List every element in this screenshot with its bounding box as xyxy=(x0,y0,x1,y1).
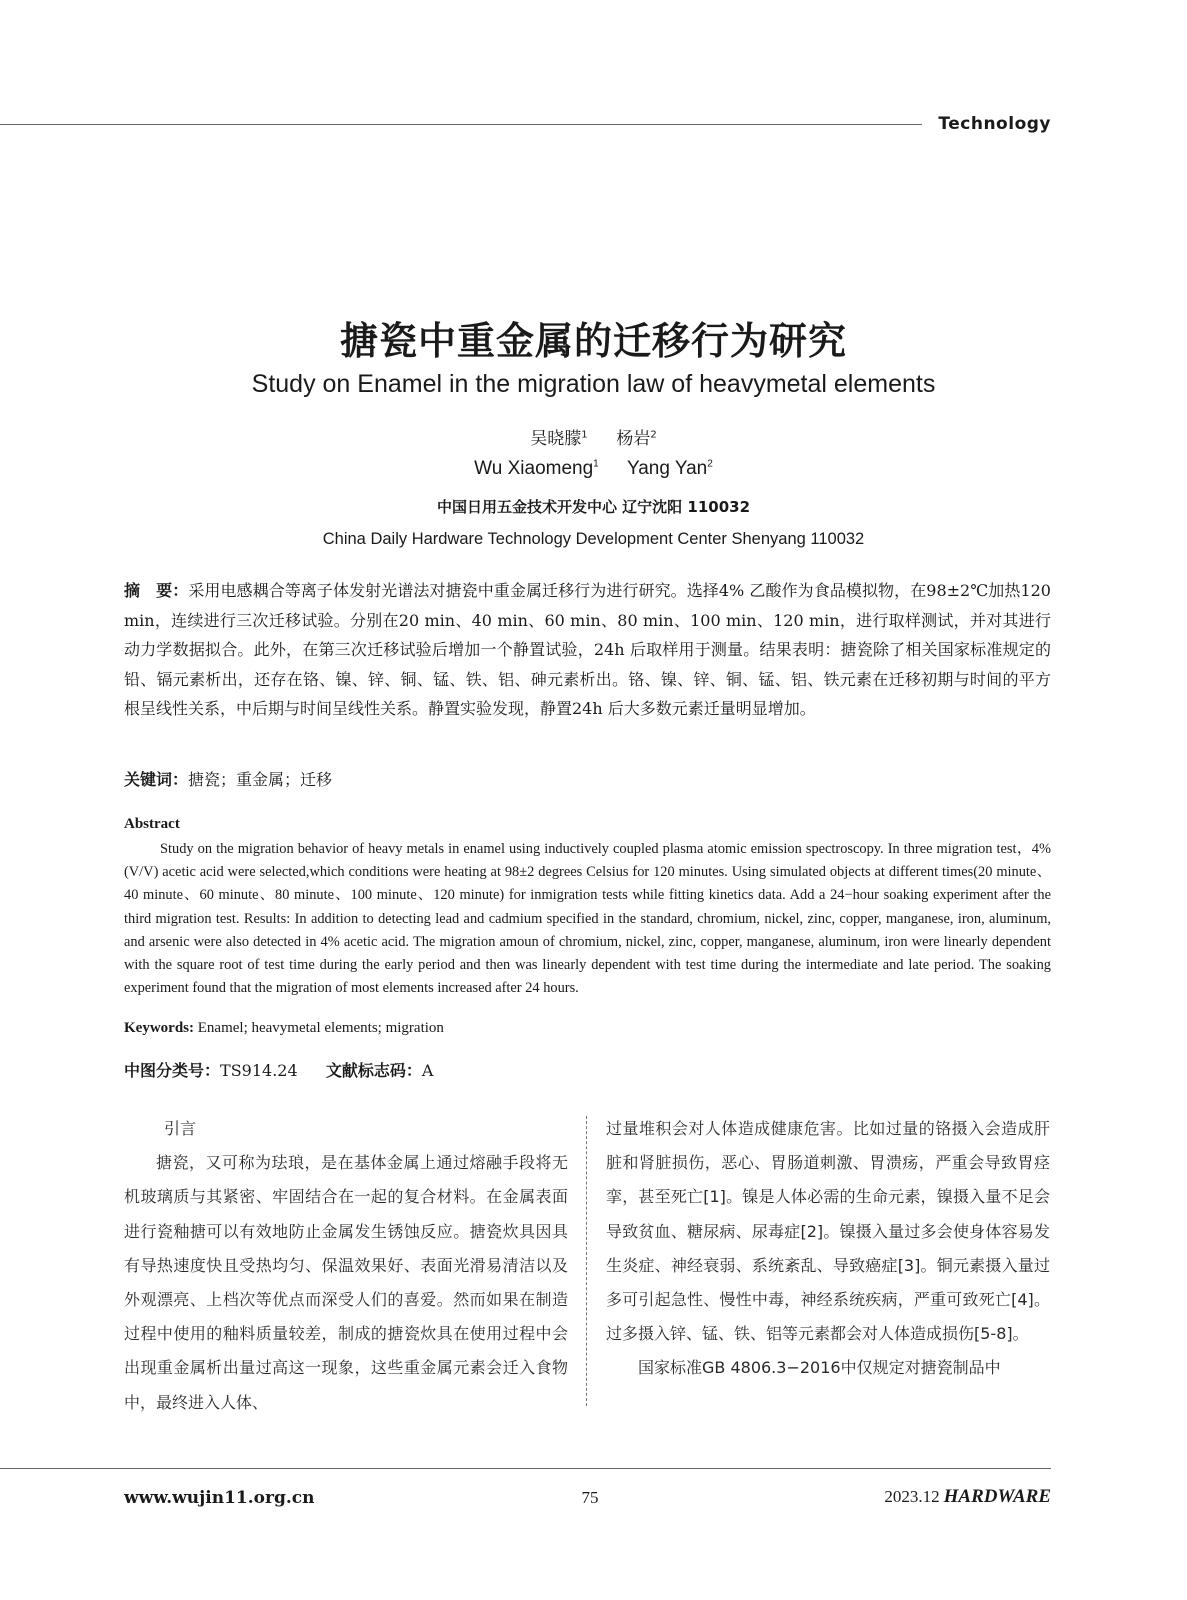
author-name: 杨岩 xyxy=(616,429,651,449)
footer-issue: 2023.12 xyxy=(884,1487,940,1506)
section-heading-introduction: 引言 xyxy=(164,1119,197,1138)
body-paragraph: 国家标准GB 4806.3−2016中仅规定对搪瓷制品中 xyxy=(638,1358,1001,1378)
clc-label: 中图分类号： xyxy=(124,1061,221,1080)
clc-value: TS914.24 xyxy=(220,1061,298,1080)
abstract-chinese xyxy=(124,576,1051,724)
keywords-chinese xyxy=(124,768,1051,792)
body-paragraph: 过量堆积会对人体造成健康危害。比如过量的铬摄入会造成肝脏和肾脏损伤，恶心、胃肠道刺激、胃溃疡，严重会导致胃痉挛，甚至死亡[1]。镍是人体必需的生命元素，镍摄入量不足会导致贫血、糖尿病、尿毒症[2]。镍摄入量过多会使身体容易发生炎症、神经衰弱、系统紊乱、导致癌症[3]。铜元素摄入量过多可引起急性、慢性中毒，神经系统疾病，严重可致死亡[4]。过多摄入锌、锰、铁、铝等元素都会对人体造成损伤[5-8]。 xyxy=(606,1119,1050,1344)
author-affiliation-mark: 1 xyxy=(581,429,588,441)
abstract-english-heading: Abstract xyxy=(124,816,180,832)
section-label: Technology xyxy=(938,114,1051,134)
abstract-chinese-label: 摘 要： xyxy=(124,581,189,600)
document-code-label: 文献标志码： xyxy=(325,1061,422,1080)
abstract-english-text: Study on the migration behavior of heavy metals in enamel using inductively coupled plasma atomic emission spectroscopy. In three migration test，4% (V/V) acetic acid were selected,which conditions were heating at 98±2 degrees Celsius for 120 minutes. Using simulated objects at different times(20 minute、40 minute、60 minute、80 minute、100 minute、120 minute) for inmigration tests while fitting kinetics data. Add a 24−hour soaking experiment after the third migration test. Results: In addition to detecting lead and cadmium specified in the standard, chromium, nickel, zinc, copper, manganese, iron, aluminum, and arsenic were also detected in 4% acetic acid. The migration amoun of chromium, nickel, zinc, copper, manganese, aluminum, iron were linearly dependent with the square root of test time during the early period and then was linearly dependent with test time during the intermediate and late period. The soaking experiment found that the migration of most elements increased after 24 hours. xyxy=(124,841,1051,997)
document-code-value: A xyxy=(421,1061,434,1080)
keywords-chinese-label: 关键词： xyxy=(124,770,189,789)
keywords-english xyxy=(124,1020,1051,1037)
author-name: 吴晓朦 xyxy=(530,429,582,449)
keywords-english-text: Enamel; heavymetal elements; migration xyxy=(194,1020,444,1036)
column-divider xyxy=(586,1116,587,1406)
footer-journal xyxy=(884,1486,1051,1508)
abstract-chinese-text: 采用电感耦合等离子体发射光谱法对搪瓷中重金属迁移行为进行研究。选择4% 乙酸作为食品模拟物，在98±2℃加热120 min，连续进行三次迁移试验。分别在20 min、40 min、60 min、80 min、100 min、120 min，进行取样测试，并对其进行动力学数据拟合。此外，在第三次迁移试验后增加一个静置试验，24h 后取样用于测量。结果表明：搪瓷除了相关国家标准规定的铅、镉元素析出，还存在铬、镍、锌、铜、锰、铁、铝、砷元素析出。铬、镍、锌、铜、锰、铝、铁元素在迁移初期与时间的平方根呈线性关系，中后期与时间呈线性关系。静置实验发现，静置24h 后大多数元素迁量明显增加。 xyxy=(124,581,1051,718)
affiliation-chinese: 中国日用五金技术开发中心 辽宁沈阳 110032 xyxy=(436,498,751,516)
footer-website: www.wujin11.org.cn xyxy=(124,1488,315,1508)
body-column-right xyxy=(606,1112,1050,1386)
classification-line xyxy=(124,1058,433,1081)
authors-english xyxy=(0,458,1187,480)
journal-name: HARDWARE xyxy=(943,1486,1051,1507)
author-affiliation-mark: 2 xyxy=(650,429,657,441)
body-paragraph: 搪瓷，又可称为珐琅，是在基体金属上通过熔融手段将无机玻璃质与其紧密、牢固结合在一起的复合材料。在金属表面进行瓷釉搪可以有效地防止金属发生锈蚀反应。搪瓷炊具因具有导热速度快且受热均匀、保温效果好、表面光滑易清洁以及外观漂亮、上档次等优点而深受人们的喜爱。然而如果在制造过程中使用的釉料质量较差，制成的搪瓷炊具在使用过程中会出现重金属析出量过高这一现象，这些重金属元素会迁入食物中，最终进入人体、 xyxy=(124,1153,568,1412)
title-english: Study on Enamel in the migration law of heavymetal elements xyxy=(251,370,936,398)
header-rule xyxy=(0,124,922,125)
authors-chinese xyxy=(0,424,1187,449)
author-affiliation-mark: 2 xyxy=(707,458,713,470)
keywords-chinese-text: 搪瓷；重金属；迁移 xyxy=(188,770,333,789)
affiliation-english: China Daily Hardware Technology Development Center Shenyang 110032 xyxy=(322,530,865,548)
title-chinese: 搪瓷中重金属的迁移行为研究 xyxy=(339,319,847,363)
author-name: Wu Xiaomeng xyxy=(474,458,594,479)
keywords-english-label: Keywords: xyxy=(124,1020,194,1036)
body-column-left xyxy=(124,1112,568,1420)
author-affiliation-mark: 1 xyxy=(593,458,599,470)
footer-rule xyxy=(0,1468,1051,1469)
author-name: Yang Yan xyxy=(626,458,708,479)
page-number: 75 xyxy=(581,1488,599,1507)
